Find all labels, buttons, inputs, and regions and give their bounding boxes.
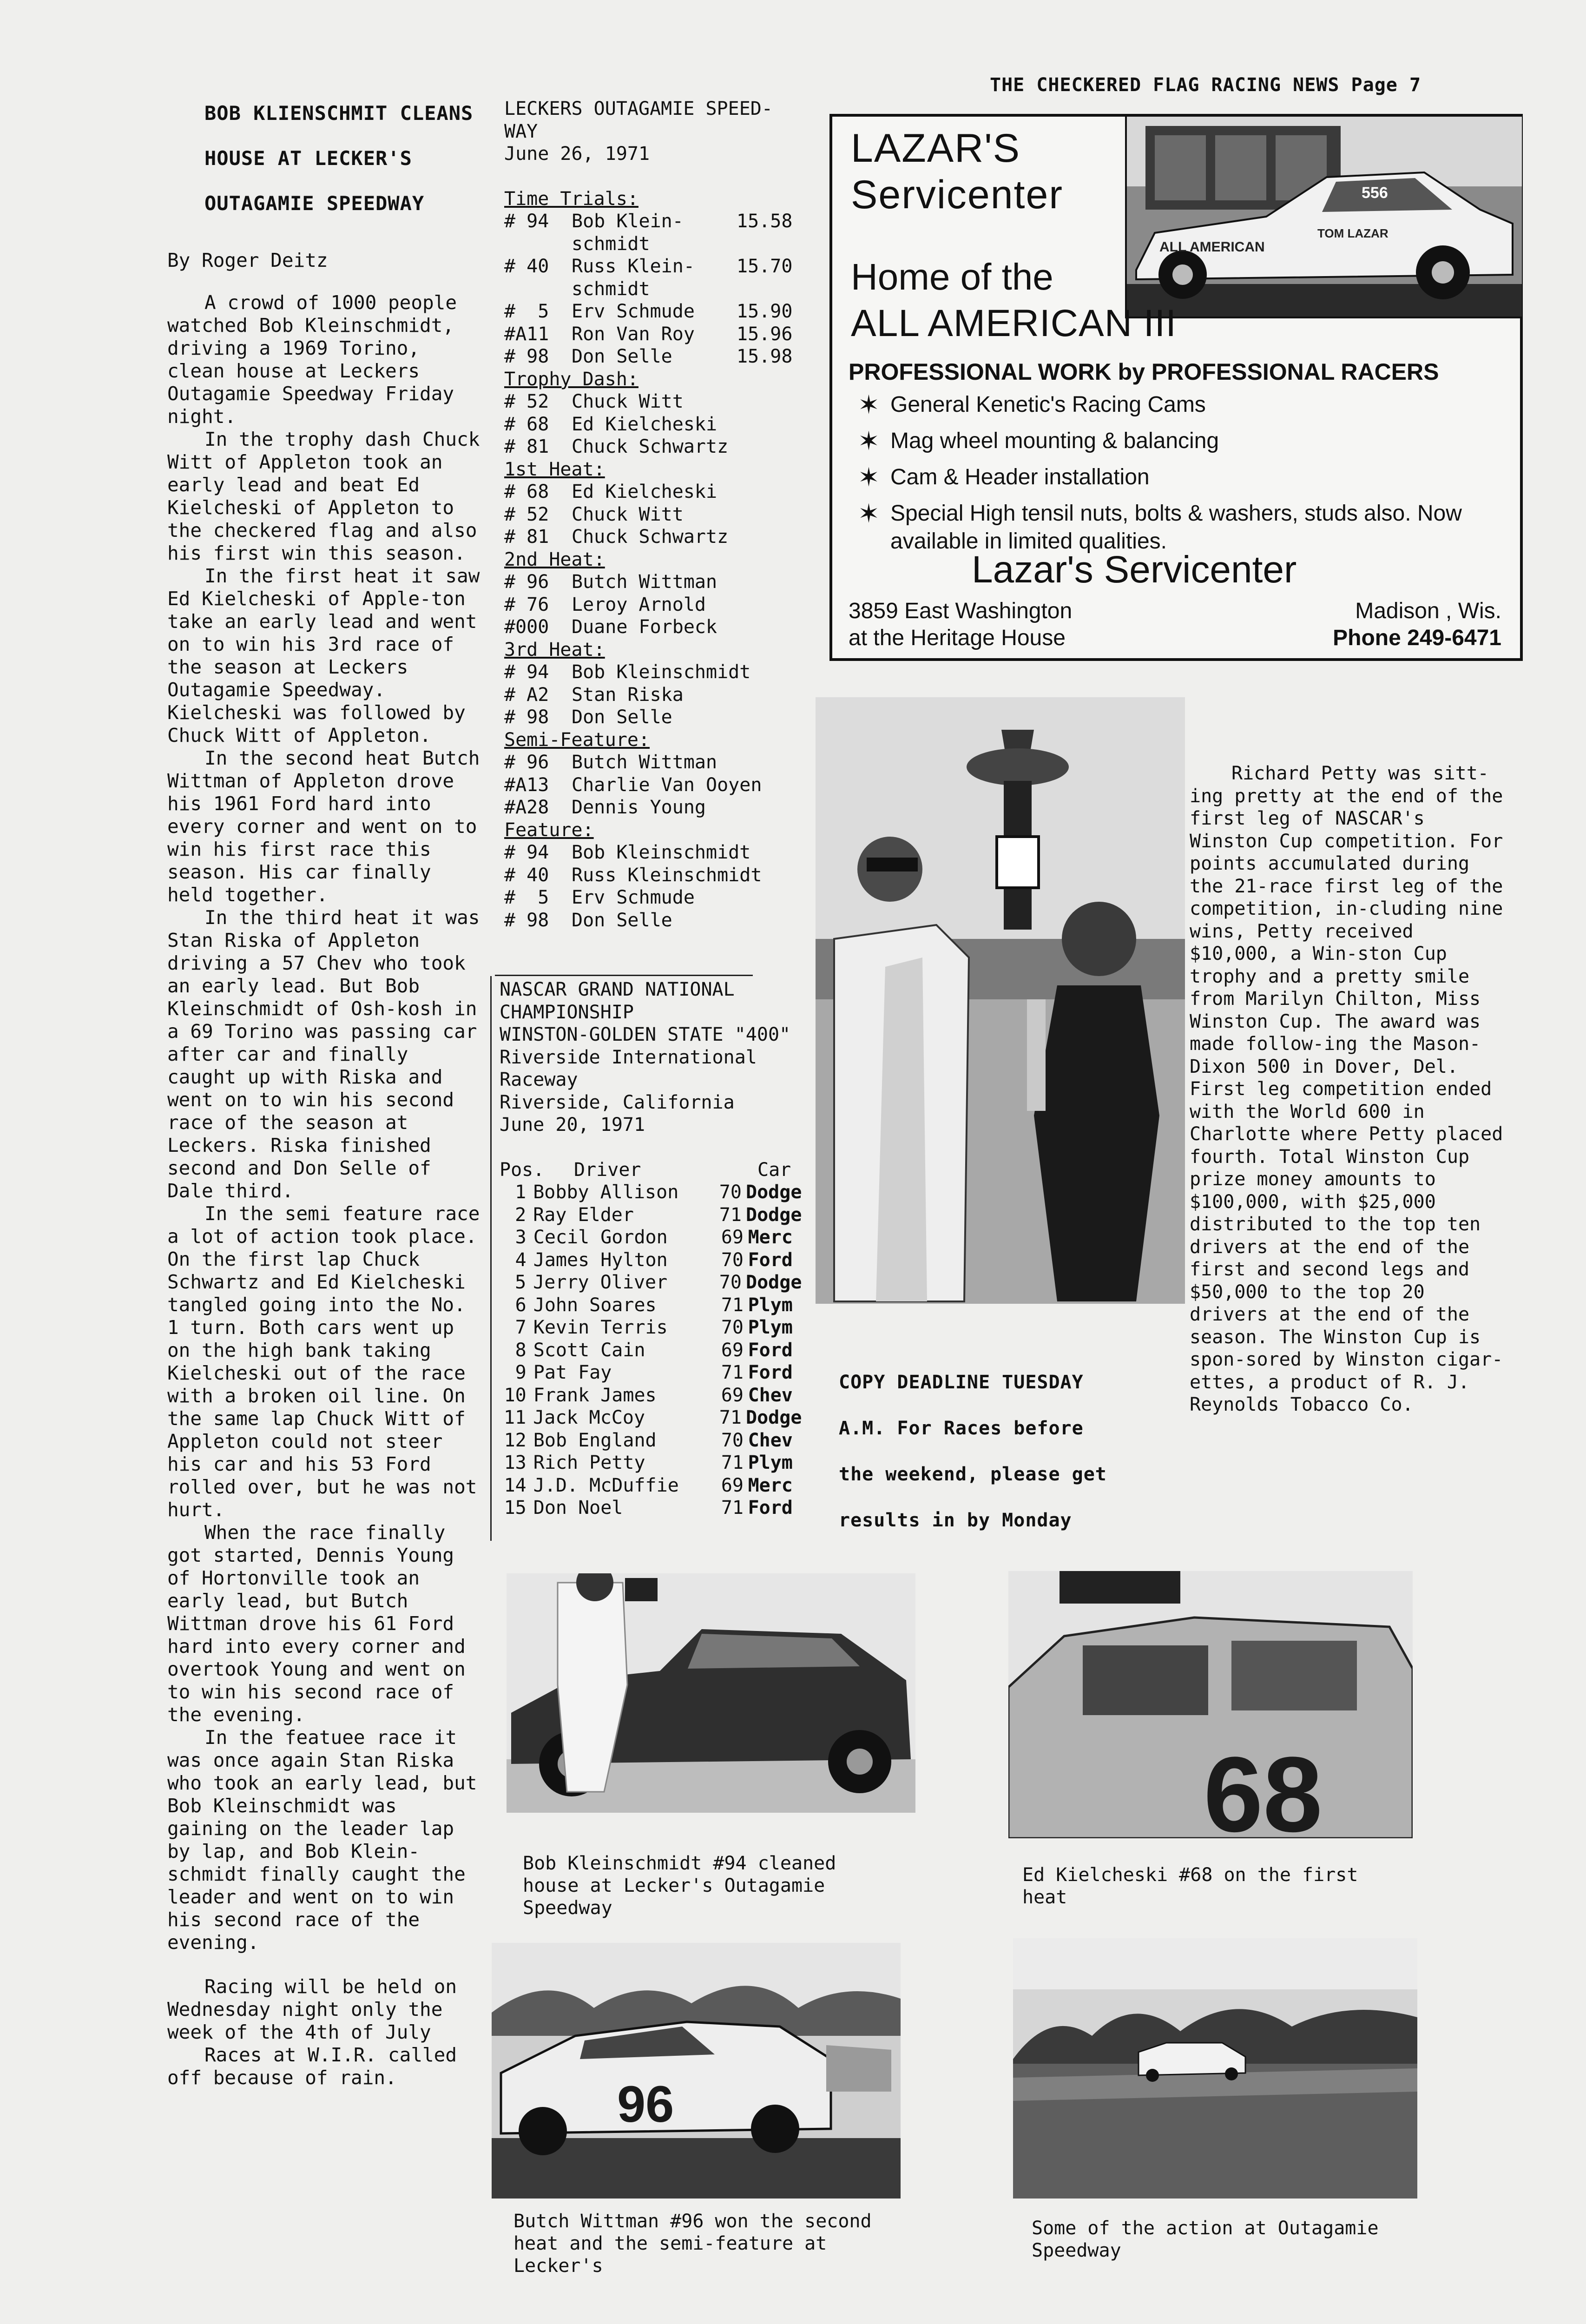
car-number: # 76 — [504, 594, 549, 615]
results-section-heading: 1st Heat: — [504, 458, 605, 480]
ad-address-line-1: 3859 East Washington — [849, 599, 1073, 623]
car-make: Chev — [748, 1429, 793, 1451]
driver-name: Bobby Allison — [533, 1182, 679, 1203]
driver-name: Russ Klein-schmidt — [572, 256, 695, 300]
results-row — [504, 909, 792, 932]
star-icon: ✶ — [858, 462, 880, 492]
page-header: THE CHECKERED FLAG RACING NEWS Page 7 — [990, 74, 1421, 96]
ad-address-line-2: at the Heritage House — [849, 626, 1066, 650]
driver-name: Bob Kleinschmidt — [572, 661, 751, 683]
lap-time: 15.90 — [737, 301, 793, 322]
car-make: Dodge — [746, 1407, 802, 1428]
nascar-row — [500, 1474, 802, 1497]
ad-service-text: Special High tensil nuts, bolts & washers, studs also. Now available in limited qualities. — [890, 501, 1462, 554]
car-make: Plym — [748, 1452, 793, 1473]
copy-deadline — [839, 1360, 1173, 1544]
car-year: 70 — [721, 1317, 744, 1338]
nascar-row — [500, 1204, 802, 1227]
lap-time: 15.98 — [737, 346, 793, 367]
car-year: 70 — [719, 1182, 742, 1203]
article-paragraph: In the third heat it was Stan Riska of Appleton driving a 57 Chev who took an early lead. But Bob Kleinschmidt of Osh-kosh in a 69 Torino was passing car after car and finally caught up with Riska and went on to win his second race of the season at Leckers. Riska finished second and Don Selle of Dale third. — [167, 906, 480, 1202]
photo-action — [1013, 1938, 1417, 2199]
results-row — [504, 571, 792, 594]
ad-title-line-1: LAZAR'S — [851, 126, 1020, 171]
ad-car-image — [1127, 117, 1522, 317]
ad-service-text: Mag wheel mounting & balancing — [890, 429, 1219, 453]
results-row — [504, 390, 792, 413]
results-row — [504, 300, 792, 323]
results-row — [504, 594, 792, 616]
ad-address — [849, 598, 1072, 652]
col-driver: Driver — [574, 1159, 641, 1181]
nascar-row — [500, 1271, 802, 1294]
car-number: # 81 — [504, 436, 549, 457]
car-make: Ford — [748, 1339, 793, 1361]
car-number: #A28 — [504, 797, 549, 818]
driver-name: Ray Elder — [533, 1204, 634, 1226]
driver-name: Jack McCoy — [533, 1407, 645, 1428]
results-title-line: LECKERS OUTAGAMIE SPEED- — [504, 98, 773, 119]
car-number: # 40 — [504, 864, 549, 886]
results-row — [504, 886, 792, 909]
nascar-header-line: Raceway — [500, 1069, 578, 1090]
article-paragraph: A crowd of 1000 people watched Bob Kleinschmidt, driving a 1969 Torino, clean house at Leckers Outagamie Speedway Friday night. — [167, 291, 457, 428]
finish-position: 15 — [504, 1497, 526, 1519]
nascar-row — [500, 1361, 802, 1384]
car-number: # 94 — [504, 211, 549, 232]
car-number: #000 — [504, 616, 549, 638]
caption-wittman: Butch Wittman #96 won the second heat and the semi-feature at Lecker's — [513, 2211, 872, 2277]
results-title-line: WAY — [504, 120, 538, 142]
car-year: 70 — [721, 1249, 744, 1271]
results-row — [504, 481, 792, 503]
deadline-line: the weekend, please get — [839, 1464, 1107, 1485]
car-year: 69 — [721, 1227, 744, 1248]
car-make: Ford — [748, 1497, 793, 1519]
results-row — [504, 526, 792, 548]
car-number: # 94 — [504, 842, 549, 863]
ad-service-item — [858, 427, 1513, 455]
finish-position: 1 — [515, 1182, 526, 1203]
results-section-heading: 3rd Heat: — [504, 639, 605, 660]
petty-story: Richard Petty was sitt-ing pretty at the end of the first leg of NASCAR's Winston Cup competition. For points accumulated during the 21-race first leg of the competition, in-cluding nine wins, Petty received $10,000, a Win-ston Cup trophy and a pretty smile from Marilyn Chilton, Miss Winston Cup. The award was made follow-ing the Mason-Dixon 500 in Dover, Del. First leg competition ended with the World 600 in Charlotte where Petty placed fourth. Total Winston Cup prize money amounts to $100,000, with $25,000 distributed to the top ten drivers at the end of the first and second legs and $50,000 to the top 20 drivers at the end of the season. The Winston Cup is spon-sored by Winston cigar-ettes, a product of R. J. Reynolds Tobacco Co. — [1190, 763, 1503, 1415]
results-row — [504, 796, 792, 819]
car-make: Chev — [748, 1384, 793, 1406]
driver-name: Chuck Schwartz — [572, 526, 729, 548]
ad-home-line: Home of the — [851, 256, 1053, 297]
driver-name: Butch Wittman — [572, 571, 717, 593]
nascar-results — [500, 978, 802, 1519]
article-paragraph: Races at W.I.R. called off because of rain. — [167, 2044, 457, 2089]
car-number: # 5 — [504, 301, 549, 322]
car-number: # 98 — [504, 909, 549, 931]
car-number: # 81 — [504, 526, 549, 548]
ad-car-driver: TOM LAZAR — [1317, 226, 1389, 240]
results-row — [504, 503, 792, 526]
driver-name: Butch Wittman — [572, 752, 717, 773]
results-section-heading: 2nd Heat: — [504, 548, 605, 570]
photo-wittman — [492, 1943, 901, 2199]
nascar-row — [500, 1497, 802, 1519]
car-year: 70 — [719, 1272, 742, 1293]
results-row — [504, 345, 792, 368]
driver-name: Ed Kielcheski — [572, 481, 717, 502]
article-paragraph: In the trophy dash Chuck Witt of Appleton took an early lead and beat Ed Kielcheski of Appleton to the checkered flag and also his first win this season. — [167, 428, 480, 564]
ad-car-number: 556 — [1362, 184, 1388, 202]
headline-line-2: HOUSE AT LECKER'S — [204, 147, 412, 170]
ad-all-american: ALL AMERICAN III — [851, 302, 1177, 344]
deadline-line: A.M. For Races before — [839, 1418, 1084, 1439]
lap-time: 15.96 — [737, 323, 793, 345]
driver-name: Stan Riska — [572, 684, 684, 706]
finish-position: 3 — [515, 1227, 526, 1248]
driver-name: Bob England — [533, 1429, 657, 1451]
results-row — [504, 864, 792, 887]
finish-position: 8 — [515, 1339, 526, 1361]
finish-position: 12 — [504, 1429, 526, 1451]
driver-name: Frank James — [533, 1384, 657, 1406]
car-number: # 52 — [504, 503, 549, 525]
car-make: Dodge — [746, 1272, 802, 1293]
car-year: 69 — [721, 1339, 744, 1361]
driver-name: Erv Schmude — [572, 887, 695, 908]
lazar-ad — [829, 114, 1523, 661]
driver-name: Cecil Gordon — [533, 1227, 668, 1248]
nascar-row — [500, 1406, 802, 1429]
ad-title — [851, 125, 1063, 218]
nascar-row — [500, 1181, 802, 1204]
petty-photo — [816, 697, 1185, 1304]
nascar-row — [500, 1339, 802, 1362]
nascar-row — [500, 1316, 802, 1339]
finish-position: 4 — [515, 1249, 526, 1271]
car-make: Ford — [748, 1249, 793, 1271]
results-section-heading: Semi-Feature: — [504, 729, 650, 751]
finish-position: 6 — [515, 1294, 526, 1316]
finish-position: 5 — [515, 1272, 526, 1293]
car-year: 70 — [721, 1429, 744, 1451]
results-row — [504, 210, 792, 255]
caption-kielcheski: Ed Kielcheski #68 on the first heat — [1022, 1864, 1358, 1908]
lap-time: 15.58 — [737, 211, 793, 232]
caption-action: Some of the action at Outagamie Speedway — [1032, 2218, 1379, 2261]
nascar-row — [500, 1249, 802, 1272]
nascar-row — [500, 1384, 802, 1407]
results-row — [504, 323, 792, 346]
nascar-rule-left — [490, 976, 492, 1541]
car-number: #A11 — [504, 323, 549, 345]
car-year: 69 — [721, 1474, 744, 1496]
article-paragraph: When the race finally got started, Dennis Young of Hortonville took an early lead, but Butch Wittman drove his 61 Ford hard into every corner and overtook Young and went on to win his second race of the evening. — [167, 1521, 466, 1726]
results-row — [504, 661, 792, 684]
ad-tagline: PROFESSIONAL WORK by PROFESSIONAL RACERS — [849, 359, 1439, 385]
car-make: Ford — [748, 1362, 793, 1383]
col-pos: Pos. — [500, 1159, 545, 1181]
results-row — [504, 436, 792, 458]
ad-service-item — [858, 391, 1513, 419]
finish-position: 14 — [504, 1474, 526, 1496]
article-paragraph: In the semi feature race a lot of action took place. On the first lap Chuck Schwartz and Ed Kielcheski tangled going into the No. 1 turn. Both cars went up on the high bank taking Kielcheski out of the race with a broken oil line. On the same lap Chuck Witt of Appleton could not steer his car and his 53 Ford rolled over, but he was not hurt. — [167, 1202, 480, 1521]
nascar-header-line: Riverside, California — [500, 1091, 735, 1113]
driver-name: Jerry Oliver — [533, 1272, 668, 1293]
ad-phone: Phone 249-6471 — [1333, 626, 1501, 650]
driver-name: Bob Kleinschmidt — [572, 842, 751, 863]
col-car: Car — [757, 1159, 791, 1181]
results-row — [504, 774, 792, 797]
nascar-rule-top — [495, 975, 753, 976]
finish-position: 2 — [515, 1204, 526, 1226]
deadline-line: results in by Monday — [839, 1510, 1072, 1531]
ad-name-footer: Lazar's Servicenter — [972, 548, 1297, 591]
car-year: 69 — [721, 1384, 744, 1406]
car-number: # 96 — [504, 571, 549, 593]
ad-service-text: General Kenetic's Racing Cams — [890, 392, 1206, 417]
finish-position: 9 — [515, 1362, 526, 1383]
photo-kielcheski — [1008, 1571, 1413, 1838]
nascar-row — [500, 1226, 802, 1249]
deadline-line: COPY DEADLINE TUESDAY — [839, 1372, 1084, 1393]
finish-position: 7 — [515, 1317, 526, 1338]
car-year: 71 — [721, 1452, 744, 1473]
driver-name: Ron Van Roy — [572, 323, 695, 345]
article-paragraph: In the first heat it saw Ed Kielcheski of Apple-ton take an early lead and went on to win his 3rd race of the season at Leckers Outagamie Speedway. Kielcheski was followed by Chuck Witt of Appleton. — [167, 565, 480, 746]
driver-name: Pat Fay — [533, 1362, 612, 1383]
results-section-heading: Time Trials: — [504, 188, 638, 210]
wittman-car-image — [492, 1943, 901, 2199]
kleinschmidt-car-image — [507, 1573, 915, 1813]
photo-kleinschmidt — [507, 1573, 915, 1813]
driver-name: Bob Klein-schmidt — [572, 211, 684, 255]
nascar-header-line: Riverside International — [500, 1046, 757, 1068]
star-icon: ✶ — [858, 426, 880, 456]
car-number: # 68 — [504, 481, 549, 502]
driver-name: Charlie Van Ooyen — [572, 774, 762, 796]
car-make: Dodge — [746, 1204, 802, 1226]
driver-name: John Soares — [533, 1294, 657, 1316]
caption-kleinschmidt: Bob Kleinschmidt #94 cleaned house at Lecker's Outagamie Speedway — [523, 1853, 836, 1919]
car-year: 71 — [721, 1362, 744, 1383]
car-number: # A2 — [504, 684, 549, 706]
results-section-heading: Trophy Dash: — [504, 368, 638, 390]
nascar-row — [500, 1429, 802, 1452]
results-date: June 26, 1971 — [504, 143, 650, 165]
driver-name: Dennis Young — [572, 797, 706, 818]
article-paragraph: In the second heat Butch Wittman of Appleton drove his 1961 Ford hard into every corner and went on to win his first race this season. His car finally held together. — [167, 747, 480, 906]
petty-trophy-image — [816, 697, 1185, 1304]
car-number: # 40 — [504, 256, 549, 277]
driver-name: Chuck Schwartz — [572, 436, 729, 457]
results-row — [504, 841, 792, 864]
driver-name: Don Selle — [572, 909, 672, 931]
article-paragraph: Racing will be held on Wednesday night only the week of the 4th of July — [167, 1975, 457, 2043]
car-number: # 94 — [504, 661, 549, 683]
driver-name: Leroy Arnold — [572, 594, 706, 615]
ad-car-text: ALL AMERICAN — [1159, 239, 1265, 255]
driver-name: Kevin Terris — [533, 1317, 668, 1338]
car-make: Plym — [748, 1294, 793, 1316]
article-paragraph: In the featuee race it was once again Stan Riska who took an early lead, but Bob Kleinschmidt was gaining on the leader lap by lap, and Bob Klein-schmidt finally caught the leader and went on to win his second race of the evening. — [167, 1726, 477, 1954]
kielcheski-car-image — [1008, 1571, 1413, 1838]
car-number: # 98 — [504, 706, 549, 728]
driver-name: James Hylton — [533, 1249, 668, 1271]
driver-name: J.D. McDuffie — [533, 1474, 679, 1496]
results-row — [504, 616, 792, 639]
main-article — [167, 91, 483, 2089]
nascar-header-line: CHAMPIONSHIP — [500, 1001, 634, 1023]
results-row — [504, 684, 792, 706]
headline-line-1: BOB KLIENSCHMIT CLEANS — [204, 102, 474, 125]
lap-time: 15.70 — [737, 256, 793, 277]
wittman-car-number: 96 — [617, 2076, 674, 2133]
car-number: # 68 — [504, 413, 549, 435]
action-track-image — [1013, 1938, 1417, 2199]
car-year: 71 — [721, 1294, 744, 1316]
nascar-rows — [500, 1181, 802, 1519]
ad-contact — [1333, 598, 1501, 652]
driver-name: Don Selle — [572, 346, 672, 367]
nascar-row — [500, 1294, 802, 1317]
finish-position: 13 — [504, 1452, 526, 1473]
car-year: 71 — [719, 1204, 742, 1226]
results-row — [504, 413, 792, 436]
car-make: Dodge — [746, 1182, 802, 1203]
finish-position: 11 — [504, 1407, 526, 1428]
car-number: # 5 — [504, 887, 549, 908]
car-number: # 96 — [504, 752, 549, 773]
results-row — [504, 706, 792, 729]
nascar-header-line: June 20, 1971 — [500, 1114, 645, 1136]
car-number: # 98 — [504, 346, 549, 367]
nascar-column-headers — [500, 1159, 802, 1182]
results-row — [504, 255, 792, 300]
ad-car-photo — [1125, 117, 1522, 318]
results-sections — [504, 188, 792, 932]
nascar-header-line: WINSTON-GOLDEN STATE "400" — [500, 1024, 791, 1045]
car-year: 71 — [719, 1407, 742, 1428]
kielcheski-car-number: 68 — [1204, 1735, 1323, 1838]
headline-line-3: OUTAGAMIE SPEEDWAY — [204, 192, 425, 215]
driver-name: Scott Cain — [533, 1339, 645, 1361]
car-year: 71 — [721, 1497, 744, 1519]
driver-name: Rich Petty — [533, 1452, 645, 1473]
finish-position: 10 — [504, 1384, 526, 1406]
leckers-results — [504, 98, 792, 931]
driver-name: Russ Kleinschmidt — [572, 864, 762, 886]
car-make: Plym — [748, 1317, 793, 1338]
driver-name: Erv Schmude — [572, 301, 695, 322]
car-make: Merc — [748, 1227, 793, 1248]
car-number: # 52 — [504, 391, 549, 412]
results-row — [504, 751, 792, 774]
ad-title-line-2: Servicenter — [851, 172, 1063, 217]
ad-service-text: Cam & Header installation — [890, 465, 1150, 489]
nascar-row — [500, 1452, 802, 1474]
driver-name: Chuck Witt — [572, 503, 684, 525]
star-icon: ✶ — [858, 499, 880, 528]
driver-name: Don Selle — [572, 706, 672, 728]
nascar-header-line: NASCAR GRAND NATIONAL — [500, 979, 735, 1000]
driver-name: Don Noel — [533, 1497, 623, 1519]
ad-services — [858, 391, 1513, 564]
results-section-heading: Feature: — [504, 819, 594, 841]
ad-service-item — [858, 463, 1513, 491]
ad-city: Madison , Wis. — [1355, 599, 1501, 623]
driver-name: Ed Kielcheski — [572, 413, 717, 435]
driver-name: Duane Forbeck — [572, 616, 717, 638]
star-icon: ✶ — [858, 390, 880, 419]
driver-name: Chuck Witt — [572, 391, 684, 412]
car-number: #A13 — [504, 774, 549, 796]
byline: By Roger Deitz — [167, 249, 328, 271]
car-make: Merc — [748, 1474, 793, 1496]
